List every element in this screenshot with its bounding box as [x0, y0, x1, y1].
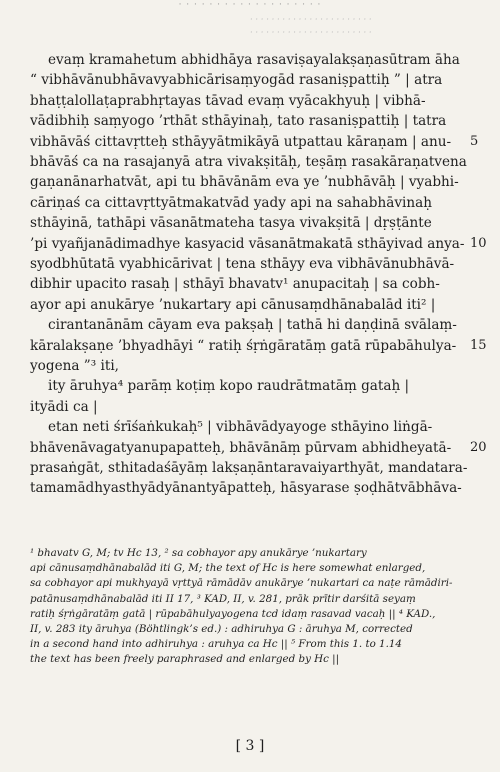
text-line: prasaṅgāt, sthitadaśāyāṃ lakṣaṇāntaravaiyarthyāt, mandatara- [30, 460, 468, 476]
footnote-line: sa cobhayor api mukhyayā vṛttyā rāmādāv anukārye ’nukartari ca naṭe rāmādiri- [30, 577, 453, 590]
footnote-line: patānusaṃdhānabalād iti II 17, ³ KAD, II, v. 281, prāk prītir darśitā seyaṃ [30, 592, 416, 605]
footnote-line: api cānusaṃdhānabalād iti G, M; the text of Hc is here somewhat enlarged, [30, 562, 426, 575]
text-line: bhāvāś ca na rasajanyā atra vivakṣitāḥ, teṣāṃ rasakāraṇatvena [30, 154, 467, 170]
text-line: ’pi vyañjanādimadhye kasyacid vāsanātmakatā sthāyivad anya- [30, 235, 465, 252]
text-line: vādibhiḥ saṃyogo ’rthāt sthāyinaḥ, tato rasaniṣpattiḥ | tatra [30, 113, 447, 130]
footnote-line: the text has been freely paraphrased and enlarged by Hc || [30, 653, 340, 666]
text-line: ayor api anukārye ’nukartary api cānusaṃdhānabalād iti² | [30, 296, 436, 313]
text-line: dibhir upacito rasaḥ | sthāyī bhavatv¹ anupacitaḥ | sa cobh- [30, 276, 440, 293]
footnote-line: ratiḥ śṛṅgāratāṃ gatā | rūpabāhulyayogena tcd idaṃ rasavad vacaḥ || ⁴ KAD., [30, 607, 436, 620]
text-line: vibhāvāś cittavṛtteḥ sthāyyātmikāyā utpattau kāraṇam | anu- [30, 133, 452, 150]
text-line: bhaṭṭalollaṭaprabhṛtayas tāvad evaṃ vyācakhyuḥ | vibhā- [30, 92, 426, 109]
line-number: 5 [470, 133, 479, 149]
text-line: cāriṇaś ca cittavṛttyātmakatvād yady api na sahabhāvinaḥ [30, 194, 432, 211]
line-number: 20 [470, 439, 487, 455]
text-line: ityādi ca | [30, 398, 98, 415]
bleed-through-text [250, 14, 480, 44]
footnote-line: in a second hand into adhiruhya : aruhya ca Hc || ⁵ From this 1. to 1.14 [30, 638, 402, 651]
bleed-line: · · · · · · · · · · · · · · · · · · · · · · · [250, 15, 372, 25]
text-line: bhāvenāvagatyanupapatteḥ, bhāvānāṃ pūrvam abhidheyatā- [30, 439, 452, 456]
line-number: 10 [470, 235, 487, 251]
page-number: [ 3 ] [235, 738, 265, 754]
bleed-line: · · · · · · · · · · · · · · · · · · · · · · · [250, 28, 372, 38]
text-line: etan neti śrīśaṅkukaḥ⁵ | vibhāvādyayoge sthāyino liṅgā- [48, 419, 433, 436]
text-line: “ vibhāvānubhāvavyabhicārisaṃyogād rasaniṣpattiḥ ” | atra [30, 72, 443, 89]
text-line: syodbhūtatā vyabhicārivat | tena sthāyy eva vibhāvānubhāvā- [30, 256, 455, 272]
text-line: yogena ”³ iti, [30, 358, 119, 374]
line-number: 15 [470, 337, 487, 353]
footnote-line: II, v. 283 ity āruhya (Böhtlingk’s ed.) : adhiruhya G : āruhya M, corrected [30, 623, 413, 635]
text-line: gaṇanānarhatvāt, api tu bhāvānām eva ye ’nubhāvāḥ | vyabhi- [30, 174, 459, 191]
text-line: tamamādhyasthyādyānantyāpatteḥ, hāsyarase ṣoḍhātvābhāva- [30, 480, 462, 497]
footnote-line: ¹ bhavatv G, M; tv Hc 13, ² sa cobhayor apy anukārye ’nukartary [30, 547, 367, 559]
text-line: ity āruhya⁴ parāṃ koṭiṃ kopo raudrātmatāṃ gataḥ | [48, 378, 410, 395]
text-line: evaṃ kramahetum abhidhāya rasaviṣayalakṣaṇasūtram āha [48, 52, 460, 68]
text-line: kāralakṣaṇe ’bhyadhāyi “ ratiḥ śṛṅgāratāṃ gatā rūpabāhulya- [30, 337, 457, 354]
running-header: · · · · · · · · · · · · · · · · · · · [178, 0, 322, 10]
text-line: sthāyinā, tathāpi vāsanātmateha tasya vivakṣitā | dṛṣṭānte [30, 215, 432, 232]
text-line: cirantanānām cāyam eva pakṣaḥ | tathā hi daṇḍinā svālaṃ- [48, 317, 457, 334]
